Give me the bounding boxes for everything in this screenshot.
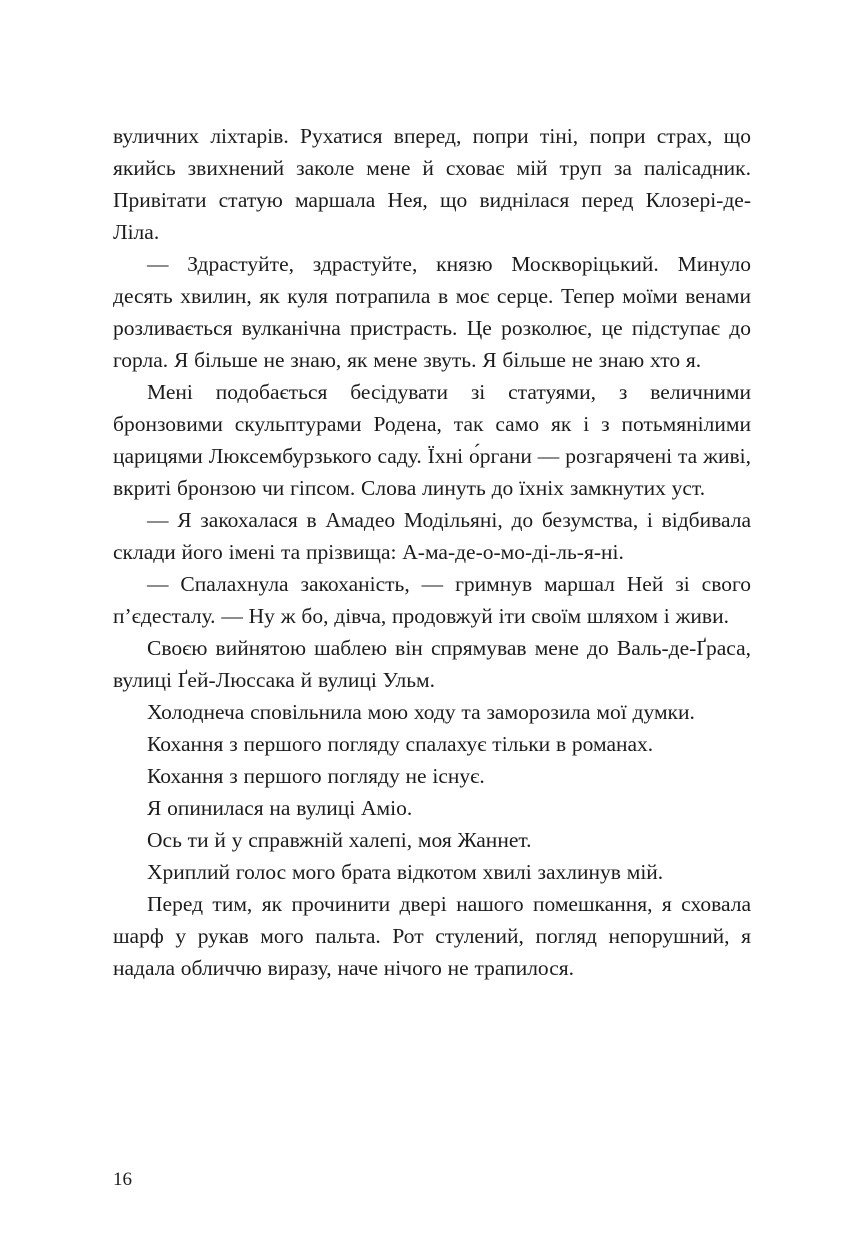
paragraph: Мені подобається бесідувати зі статуями, з величними бронзовими скульптурами Родена, так само як і з потьмянілими царицями Люксембурзького саду. Їхні о́ргани — розгарячені та живі, вкриті бронзою чи гіпсом. Слова линуть до їхніх замкнутих уст. — [113, 380, 751, 500]
paragraph: Холоднеча сповільнила мою ходу та заморозила мої думки. — [147, 700, 695, 724]
paragraph: Своєю вийнятою шаблею він спрямував мене до Валь-де-Ґраса, вулиці Ґей-Люссака й вулиці Ульм. — [113, 636, 751, 692]
paragraph: Ось ти й у справжній халепі, моя Жаннет. — [147, 828, 532, 852]
paragraph: Кохання з першого погляду не існує. — [147, 764, 485, 788]
paragraph: — Я закохалася в Амадео Модільяні, до безумства, і відбивала склади його імені та прізвища: А-ма-де-о-мо-ді-ль-я-ні. — [113, 508, 751, 564]
paragraph: Я опинилася на вулиці Аміо. — [147, 796, 413, 820]
page-number: 16 — [113, 1169, 132, 1190]
paragraph: Кохання з першого погляду спалахує тільки в романах. — [147, 732, 654, 756]
body-text — [113, 120, 751, 984]
paragraph: — Здрастуйте, здрастуйте, князю Москворіцький. Минуло десять хвилин, як куля потрапила в моє серце. Тепер моїми венами розливається вулканічна пристрасть. Це розколює, це підступає до горла. Я більше не знаю, як мене звуть. Я більше не знаю хто я. — [113, 252, 751, 372]
paragraph: Перед тим, як прочинити двері нашого помешкання, я сховала шарф у рукав мого пальта. Рот стулений, погляд непорушний, я надала обличчю виразу, наче нічого не трапилося. — [113, 892, 751, 980]
paragraph: вуличних ліхтарів. Рухатися вперед, попри тіні, попри страх, що якийсь звихнений заколе мене й сховає мій труп за палісадник. Привітати статую маршала Нея, що виднілася перед Клозері-де-Ліла. — [113, 124, 751, 244]
paragraph: Хриплий голос мого брата відкотом хвилі захлинув мій. — [147, 860, 664, 884]
paragraph: — Спалахнула закоханість, — гримнув маршал Ней зі свого п’єдесталу. — Ну ж бо, дівча, продовжуй іти своїм шляхом і живи. — [113, 572, 751, 628]
